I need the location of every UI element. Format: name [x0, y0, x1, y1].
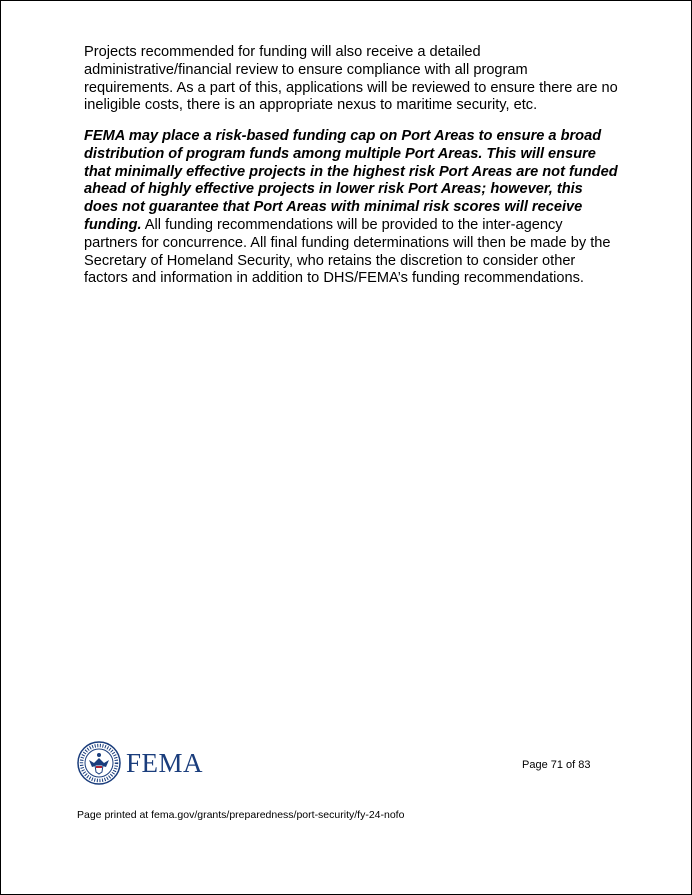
print-source: Page printed at fema.gov/grants/preparedness/port-security/fy-24-nofo [77, 809, 405, 821]
page-number: Page 71 of 83 [522, 759, 591, 771]
paragraph-continuation: All funding recommendations will be provided to the inter-agency partners for concurrence. All final funding determinations will then be made by the Secretary of Homeland Security, who retains the discretion to consider other factors and information in addition to DHS/FEMA’s funding recommendations. [84, 216, 611, 287]
fema-wordmark: FEMA [126, 747, 204, 778]
dhs-seal-icon [77, 741, 121, 785]
paragraph-emphasis: FEMA may place a risk-based funding cap on Port Areas to ensure a broad distribution of program funds among multiple Port Areas. This will ensure that minimally effective projects in the highest risk Port Areas are not funded ahead of highly effective projects in lower risk Port Areas; however, this does not guarantee that Port Areas with minimal risk scores will receive funding. [84, 128, 618, 233]
paragraph-review: Projects recommended for funding will also receive a detailed administrative/financial review to ensure compliance with all program requirements. As a part of this, applications will be reviewed to ensure there are no ineligible costs, there is an appropriate nexus to maritime security, etc. [84, 44, 618, 114]
paragraph-funding-cap [84, 128, 619, 288]
fema-logo [77, 741, 203, 785]
